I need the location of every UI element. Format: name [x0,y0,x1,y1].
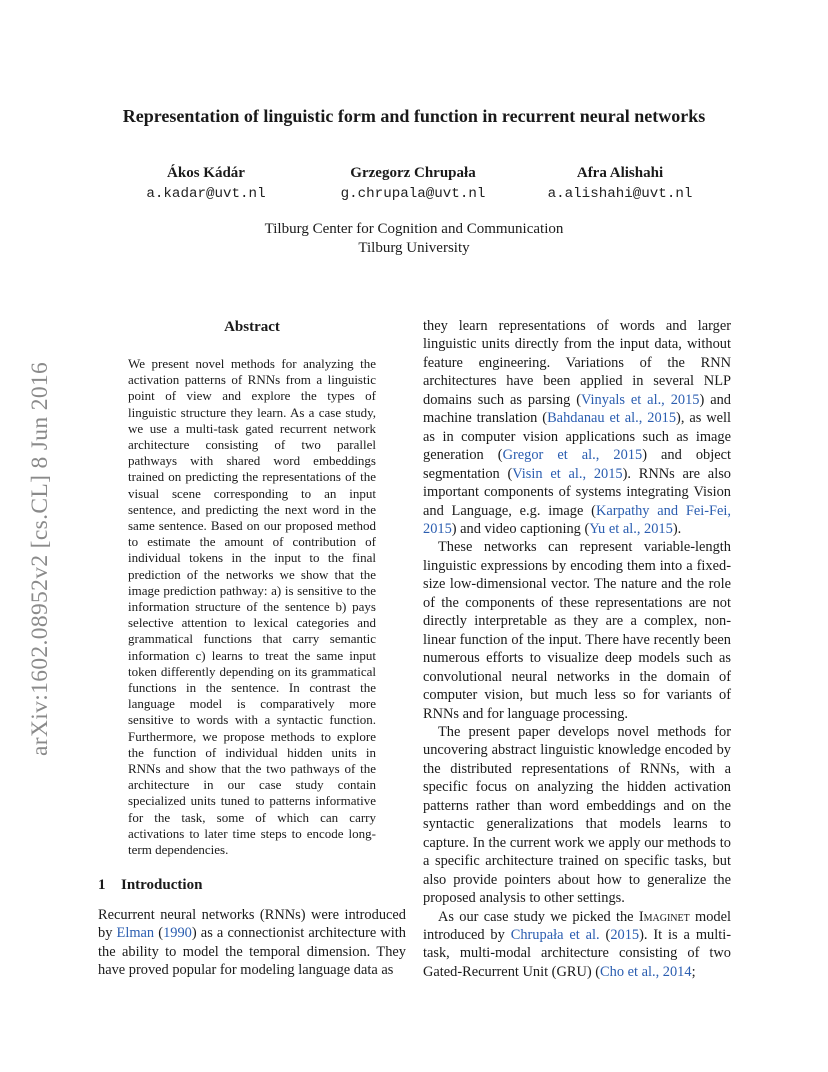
citation-link[interactable]: Elman [116,925,155,942]
citation-link[interactable]: Yu et al., 2015 [589,520,673,537]
citation-link[interactable]: Karpathy and Fei-Fei, 2015 [423,502,731,537]
affiliation-university: Tilburg University [358,240,470,256]
author-name: Grzegorz Chrupała [350,165,476,181]
abstract-heading: Abstract [224,319,280,335]
section-title: Introduction [121,877,203,893]
intro-paragraph-2: These networks can represent variable-length linguistic expressions by encoding them into a fixed-size low-dimensional vector. The nature and the role of the components of these representations are not directly interpretable as they are a complex, non-linear function of the input. There have recently been numerous efforts to visualize deep models such as convolutional neural networks in the domain of computer vision, but much less so for variants of RNNs and for language processing. [423,539,731,722]
author-email: a.alishahi@uvt.nl [547,186,693,202]
section-heading-introduction [98,875,202,895]
right-column-text [423,317,731,981]
author-name: Ákos Kádár [167,165,245,181]
affiliation-center: Tilburg Center for Cognition and Communication [264,221,564,237]
intro-paragraph-4: As our case study we picked the Imaginet model introduced by Chrupała et al. (2015). It is a multi-task, multi-modal architecture consisting of two Gated-Recurrent Unit (GRU) (Cho et al., 2014; [423,908,731,980]
citation-link[interactable]: Vinyals et al., 2015 [581,391,700,408]
citation-link[interactable]: Gregor et al., 2015 [502,447,643,464]
author-email: a.kadar@uvt.nl [146,186,266,202]
author-3 [520,163,720,204]
paper-title: Representation of linguistic form and function in recurrent neural networks [122,106,706,126]
model-name: Imaginet [638,908,690,925]
section-number: 1 [98,877,106,893]
intro-paragraph-1-start: Recurrent neural networks (RNNs) were introduced by Elman (1990) as a connectionist architecture with the ability to model the temporal dimension. They have proved popular for modeling language data as [98,907,406,979]
author-2 [313,163,513,204]
citation-link[interactable]: Visin et al., 2015 [512,465,623,482]
abstract-text: We present novel methods for analyzing the activation patterns of RNNs from a linguistic point of view and explore the types of linguistic structure they learn. As a case study, we use a multi-task gated recurrent network architecture consisting of two parallel pathways with shared word embeddings trained on predicting the representations of the visual scene corresponding to an input sentence, and predicting the next word in the same sentence. Based on our proposed method to estimate the amount of contribution of individual tokens in the input to the final prediction of the networks we show that the image prediction pathway: a) is sensitive to the information structure of the sentence b) pays selective attention to lexical categories and grammatical functions that carry semantic information c) learns to treat the same input token differently depending on its grammatical functions in the sentence. In contrast the language model is comparatively more sensitive to words with a syntactic function. Furthermore, we propose methods to explore the function of individual hidden units in RNNs and show that the two pathways of the architecture in our case study contain specialized units tuned to patterns informative for the task, some of which can carry activations to later time steps to encode long-term dependencies. [128,356,376,858]
citation-link[interactable]: Cho et al., 2014 [600,963,692,980]
intro-paragraph-1-cont: they learn representations of words and larger linguistic units directly from the input data, without feature engineering. Variations of the RNN architectures have been applied in several NLP domains such as parsing (Vinyals et al., 2015) and machine translation (Bahdanau et al., 2015), as well as in computer vision applications such as image generation (Gregor et al., 2015) and object segmentation (Visin et al., 2015). RNNs are also important components of systems integrating Vision and Language, e.g. image (Karpathy and Fei-Fei, 2015) and video captioning (Yu et al., 2015). [423,318,731,537]
citation-link[interactable]: Bahdanau et al., 2015 [547,410,677,427]
intro-paragraph-3: The present paper develops novel methods for uncovering abstract linguistic knowledge encoded by the distributed representations of RNNs, with a specific focus on analyzing the hidden activation patterns rather than word embeddings and on the syntactic generalizations that models learns to capture. In the current work we apply our methods to a specific architecture trained on specific tasks, but also provide pointers about how to generalize the proposed analysis to other settings. [423,723,731,907]
citation-link[interactable]: 1990 [163,925,192,942]
citation-link[interactable]: 2015 [610,926,640,943]
arxiv-identifier-stamp: arXiv:1602.08952v2 [cs.CL] 8 Jun 2016 [27,361,53,756]
citation-link[interactable]: Chrupała et al. [510,926,600,943]
author-name: Afra Alishahi [576,165,664,181]
affiliation [214,220,614,258]
author-email: g.chrupala@uvt.nl [340,186,486,202]
author-1 [106,163,306,204]
